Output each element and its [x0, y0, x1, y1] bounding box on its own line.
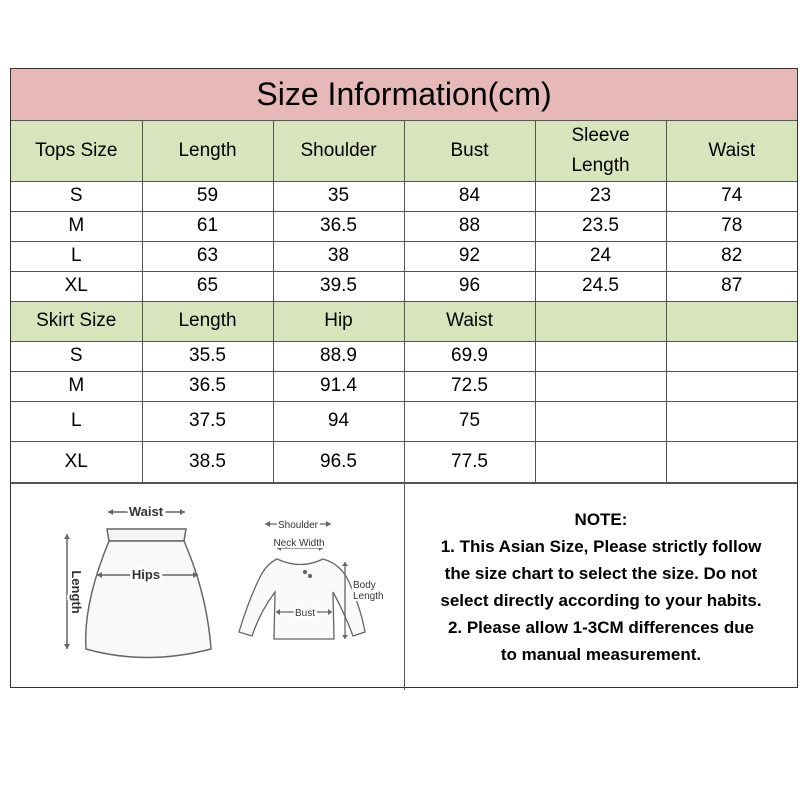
table-row [11, 272, 797, 302]
cell [666, 372, 797, 402]
cell: 37.5 [142, 402, 273, 442]
header-cell: Waist [404, 302, 535, 342]
cell: M [11, 212, 142, 242]
cell [535, 342, 666, 372]
top-outline [239, 559, 365, 639]
skirt-diagram [64, 509, 211, 658]
header-cell: Length [142, 302, 273, 342]
cell: 72.5 [404, 372, 535, 402]
cell: S [11, 342, 142, 372]
header-cell [666, 302, 797, 342]
cell: 94 [273, 402, 404, 442]
note-line: select directly according to your habits. [440, 591, 762, 610]
neck-width-label: Neck Width [273, 538, 325, 549]
cell: 59 [142, 182, 273, 212]
table-row [11, 212, 797, 242]
cell: 87 [666, 272, 797, 302]
cell: 38.5 [142, 442, 273, 483]
cell: 82 [666, 242, 797, 272]
cell: 63 [142, 242, 273, 272]
cell: S [11, 182, 142, 212]
shoulder-label: Shoulder [277, 520, 319, 531]
skirt-header-row [11, 302, 797, 342]
cell: 65 [142, 272, 273, 302]
cell: 74 [666, 182, 797, 212]
cell [666, 342, 797, 372]
note-heading: NOTE: [574, 510, 628, 529]
cell: 96.5 [273, 442, 404, 483]
cell [666, 402, 797, 442]
cell: 75 [404, 402, 535, 442]
measurement-illustration [11, 484, 404, 690]
cell: 35.5 [142, 342, 273, 372]
body-label: Body [353, 580, 376, 591]
cell: 36.5 [142, 372, 273, 402]
bottom-section [11, 483, 797, 690]
cell [535, 442, 666, 483]
table-row [11, 342, 797, 372]
skirt-body [86, 541, 211, 658]
cell: L [11, 402, 142, 442]
waist-label: Waist [128, 504, 164, 519]
cell: 24 [535, 242, 666, 272]
header-cell: Length [142, 121, 273, 182]
size-table [11, 121, 797, 483]
note-line: 2. Please allow 1-3CM differences due [447, 618, 755, 637]
cell: 23.5 [535, 212, 666, 242]
cell: 77.5 [404, 442, 535, 483]
body-length-label: Length [353, 591, 384, 602]
tops-header-row [11, 121, 797, 182]
cell: 36.5 [273, 212, 404, 242]
cell: 61 [142, 212, 273, 242]
cell: 35 [273, 182, 404, 212]
bust-label: Bust [294, 608, 316, 619]
table-row [11, 182, 797, 212]
header-cell: Bust [404, 121, 535, 182]
cell: 96 [404, 272, 535, 302]
cell [535, 402, 666, 442]
cell: 91.4 [273, 372, 404, 402]
cell: 84 [404, 182, 535, 212]
cell: 38 [273, 242, 404, 272]
length-label: Length [69, 570, 84, 614]
header-cell: Sleeve Length [535, 121, 666, 182]
note-panel [405, 484, 797, 690]
cell: XL [11, 272, 142, 302]
cell: 69.9 [404, 342, 535, 372]
size-chart [10, 68, 798, 688]
cell: M [11, 372, 142, 402]
note-line: to manual measurement. [500, 645, 702, 664]
table-row [11, 242, 797, 272]
cell: L [11, 242, 142, 272]
measurement-diagrams [11, 484, 405, 690]
cell: 78 [666, 212, 797, 242]
cell: 88.9 [273, 342, 404, 372]
header-cell: Skirt Size [11, 302, 142, 342]
note-line: the size chart to select the size. Do not [444, 564, 758, 583]
table-row [11, 402, 797, 442]
cell: 88 [404, 212, 535, 242]
header-cell: Tops Size [11, 121, 142, 182]
header-cell: Waist [666, 121, 797, 182]
hips-label: Hips [131, 567, 161, 582]
cell: 39.5 [273, 272, 404, 302]
chart-title: Size Information(cm) [11, 69, 797, 121]
cell: XL [11, 442, 142, 483]
cell [666, 442, 797, 483]
table-row [11, 442, 797, 483]
cell [535, 372, 666, 402]
header-cell: Hip [273, 302, 404, 342]
header-cell [535, 302, 666, 342]
note-line: 1. This Asian Size, Please strictly follow [440, 537, 762, 556]
cell: 92 [404, 242, 535, 272]
cell: 24.5 [535, 272, 666, 302]
skirt-waistband [107, 529, 186, 541]
header-cell: Shoulder [273, 121, 404, 182]
table-row [11, 372, 797, 402]
cell: 23 [535, 182, 666, 212]
